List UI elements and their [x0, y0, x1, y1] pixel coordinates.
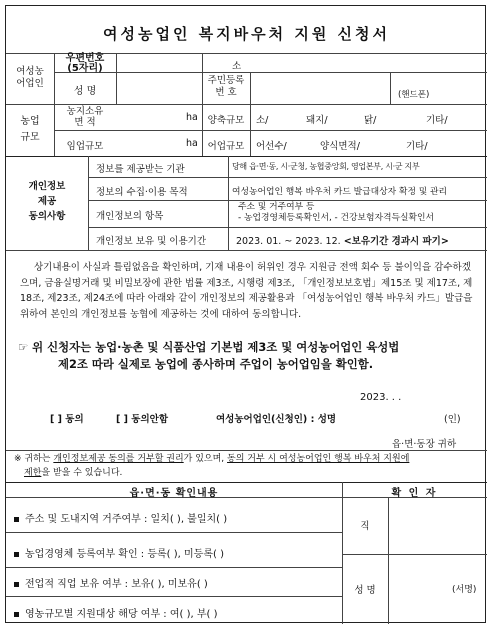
address-label: 소: [232, 61, 242, 72]
seal-mark: (인): [444, 414, 461, 425]
farm-group-label: 농업 규모: [20, 116, 40, 143]
privacy-group-label: 개인정보 제공 동의사항: [28, 181, 66, 222]
sign-label: (서명): [452, 585, 477, 595]
name-label: 성 명: [73, 86, 97, 97]
form-title: 여성농업인 복지바우처 지원 신청서: [102, 25, 391, 43]
livestock-label: 양축규모: [207, 115, 245, 126]
check-item: 영농규모별 지원대상 해당 여부 : 여( ), 부( ): [14, 605, 217, 620]
livestock-cattle: 소/: [256, 115, 269, 126]
form-border: [5, 5, 486, 623]
rights-note: ※ 귀하는 개인정보제공 동의를 거부할 권리가 있으며, 동의 거부 시 여성농어업인 행복 바우처 지원에 제한을 받을 수 있습니다.: [14, 454, 410, 478]
check-item: 전업적 직업 보유 여부 : 보유( ), 미보유( ): [14, 575, 208, 590]
privacy-row-label: 개인정보 보유 및 이용기간: [96, 236, 207, 247]
zip-label: 우편번호 (5자리): [65, 53, 105, 74]
privacy-row-label: 정보의 수집·이용 목적: [96, 187, 188, 198]
livestock-chicken: 닭/: [364, 115, 377, 126]
check-item: 농업경영체 등록여부 확인 : 등록( ), 미등록( ): [14, 545, 224, 560]
privacy-row-label: 정보를 제공받는 기관: [96, 164, 185, 175]
fishery-aquaculture: 양식면적/: [320, 141, 360, 152]
livestock-other: 기타/: [426, 115, 448, 126]
fishery-boats: 어선수/: [256, 141, 287, 152]
disagree-checkbox[interactable]: [ ] 동의안함: [116, 414, 169, 425]
applicant-group-label: 여성농 어업인: [16, 66, 44, 89]
privacy-row-value: 주소 및 거주여부 등 - 농업경영체등록확인서, - 건강보험자격득실확인서: [238, 202, 434, 223]
check-item: 주소 및 도내지역 거주여부 : 일치( ), 불일치( ): [14, 510, 227, 525]
livestock-pig: 돼지/: [306, 115, 328, 126]
declaration: ☞ 위 신청자는 농업·농촌 및 식품산업 기본법 제3조 및 여성농어업인 육성법 제2조 따라 실제로 농업에 종사하며 주업이 농어업임을 확인함.: [18, 340, 400, 371]
check-header-right: 확 인 자: [391, 488, 438, 499]
forestry-label: 임업규모: [66, 141, 104, 152]
consent-paragraph: 상기내용이 사실과 틀림없음을 확인하며, 기재 내용이 허위인 경우 지원금 전액 회수 등 불이익을 감수하겠으며, 금융실명거래 및 비밀보장에 관한 법률 제3조, 시행령 제3조, 「개인정보보호법」제15조 및 제17조, 제18조, 제23조, 제24조에 따라 아래와 같이 개인정보의 제공활용과 「여성농어업인 행복 바우처 카드」발급을 위하여 본인의 개인정보를 농협에 제공하는 것에 대하여 동의합니다.: [20, 262, 473, 320]
resident-id-label: 주민등록 번 호: [207, 75, 245, 98]
agree-checkbox[interactable]: [ ] 동의: [50, 414, 84, 425]
fishery-other: 기타/: [406, 141, 428, 152]
phone-label: (핸드폰): [398, 90, 430, 100]
forestry-unit: ha: [186, 138, 198, 149]
retention-period: 2023. 01. ~ 2023. 12. <보유기간 경과시 파기>: [236, 236, 449, 247]
recipient-line: 읍·면·동장 귀하: [392, 439, 457, 450]
fishery-label: 어업규모: [207, 141, 245, 152]
privacy-row-label: 개인정보의 항목: [96, 211, 164, 222]
position-label: 직: [360, 521, 370, 532]
privacy-row-value: 여성농어업인 행복 바우처 카드 발급대상자 확정 및 관리: [232, 187, 448, 197]
applicant-signature: 여성농어업인(신청인) : 성명: [216, 414, 337, 425]
confirmer-name-label: 성 명: [354, 585, 376, 596]
land-unit: ha: [186, 112, 198, 123]
check-header-left: 읍·면·동 확인내용: [129, 488, 219, 499]
date-line: 2023. . .: [360, 392, 402, 403]
land-ownership-label: 농지소유 면 적: [66, 106, 104, 128]
privacy-row-value: 당해 읍·면·동, 시·군청, 농협중앙회, 영업본부, 시·군 지부: [232, 162, 420, 171]
